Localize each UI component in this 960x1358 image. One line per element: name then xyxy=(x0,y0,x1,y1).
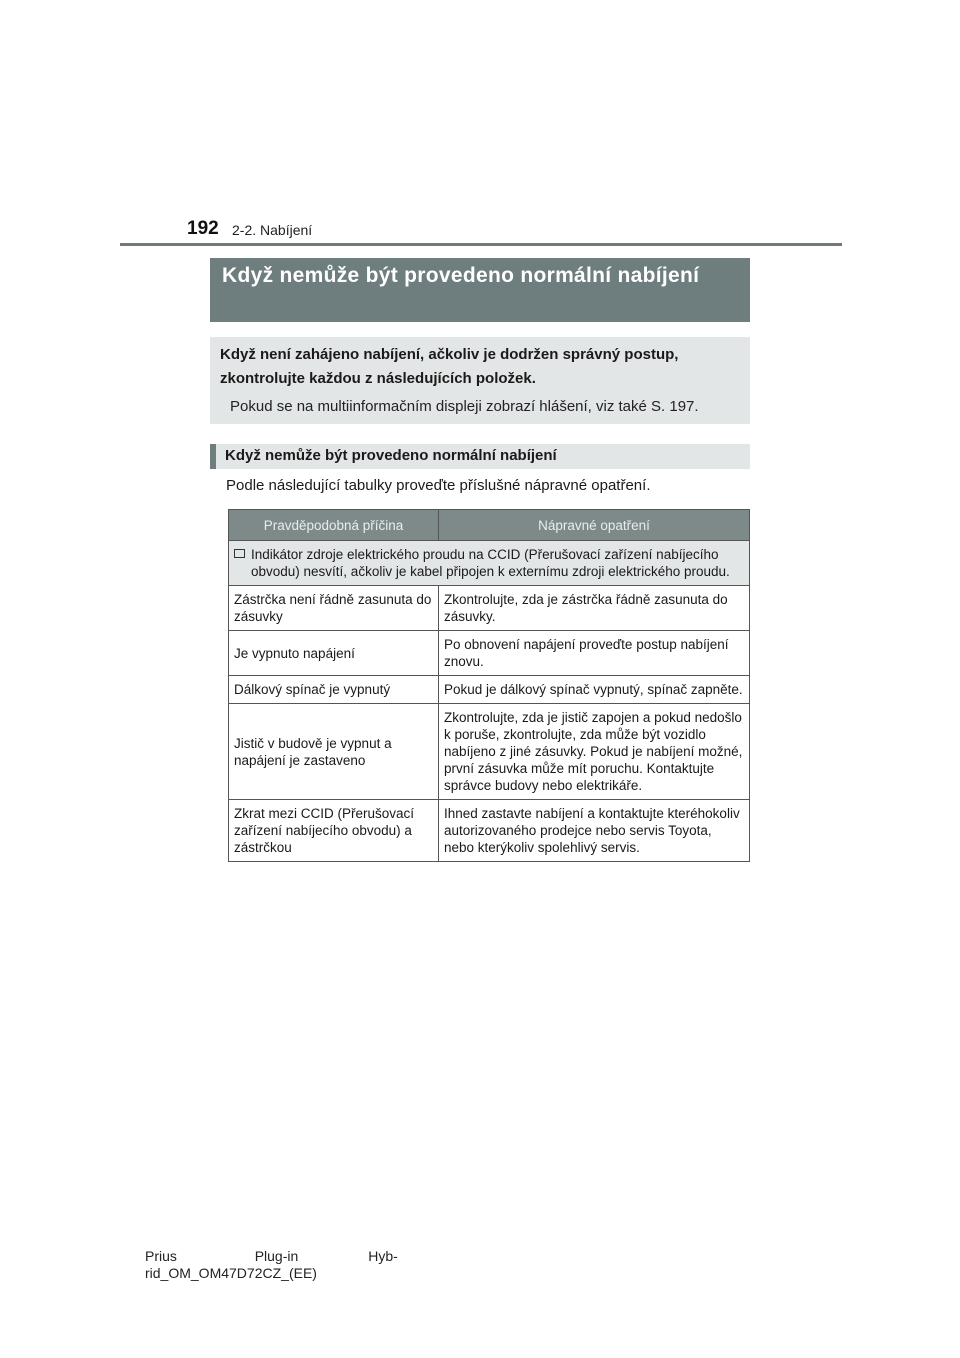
section-subheading: Když nemůže být provedeno normální nabíjení xyxy=(210,444,750,469)
remedy-cell: Po obnovení napájení proveďte postup nabíjení znovu. xyxy=(439,631,750,676)
condition-text: Indikátor zdroje elektrického proudu na CCID (Přerušovací zařízení nabíjecího obvodu) nesvítí, ačkoliv je kabel připojen k externímu zdroji elektrického proudu. xyxy=(251,547,730,579)
table-header-row xyxy=(229,510,750,541)
table-row xyxy=(229,800,750,862)
section-label: 2-2. Nabíjení xyxy=(232,222,313,238)
checkbox-icon xyxy=(234,549,245,558)
footer-document-code: rid_OM_OM47D72CZ_(EE) xyxy=(145,1265,317,1281)
cause-cell: Jistič v budově je vypnut a napájení je zastaveno xyxy=(229,704,439,800)
cause-cell: Dálkový spínač je vypnutý xyxy=(229,676,439,704)
footer xyxy=(145,1248,398,1282)
table-row xyxy=(229,704,750,800)
column-header-remedy: Nápravné opatření xyxy=(439,510,750,541)
condition-row xyxy=(229,541,750,586)
column-header-cause: Pravděpodobná příčina xyxy=(229,510,439,541)
intro-box xyxy=(210,337,750,424)
lead-text: Podle následující tabulky proveďte příslušné nápravné opatření. xyxy=(226,477,651,494)
footer-model: Prius Plug-in Hyb- xyxy=(145,1248,398,1264)
cause-cell: Zkrat mezi CCID (Přerušovací zařízení nabíjecího obvodu) a zástrčkou xyxy=(229,800,439,862)
intro-instruction: Když není zahájeno nabíjení, ačkoliv je dodržen správný postup, zkontrolujte každou z následujících položek. xyxy=(220,346,679,387)
intro-note: Pokud se na multiinformačním displeji zobrazí hlášení, viz také S. 197. xyxy=(230,398,699,415)
remedy-cell: Ihned zastavte nabíjení a kontaktujte kteréhokoliv autorizovaného prodejce nebo servis Toyota, nebo kterýkoliv spolehlivý servis. xyxy=(439,800,750,862)
header-divider xyxy=(120,243,842,246)
remedy-cell: Pokud je dálkový spínač vypnutý, spínač zapněte. xyxy=(439,676,750,704)
page-number: 192 xyxy=(187,218,219,239)
remedy-cell: Zkontrolujte, zda je zástrčka řádně zasunuta do zásuvky. xyxy=(439,586,750,631)
remedy-cell: Zkontrolujte, zda je jistič zapojen a pokud nedošlo k poruše, zkontrolujte, zda může být vozidlo nabíjeno z jiné zásuvky. Pokud je nabíjení možné, první zásuvka může mít poruchu. Kontaktujte správce budovy nebo elektrikáře. xyxy=(439,704,750,800)
table-row xyxy=(229,586,750,631)
cause-cell: Zástrčka není řádně zasunuta do zásuvky xyxy=(229,586,439,631)
table-row xyxy=(229,631,750,676)
cause-cell: Je vypnuto napájení xyxy=(229,631,439,676)
condition-cell xyxy=(229,541,750,586)
page-title: Když nemůže být provedeno normální nabíjení xyxy=(210,258,750,322)
table-row xyxy=(229,676,750,704)
troubleshooting-table xyxy=(228,509,750,862)
